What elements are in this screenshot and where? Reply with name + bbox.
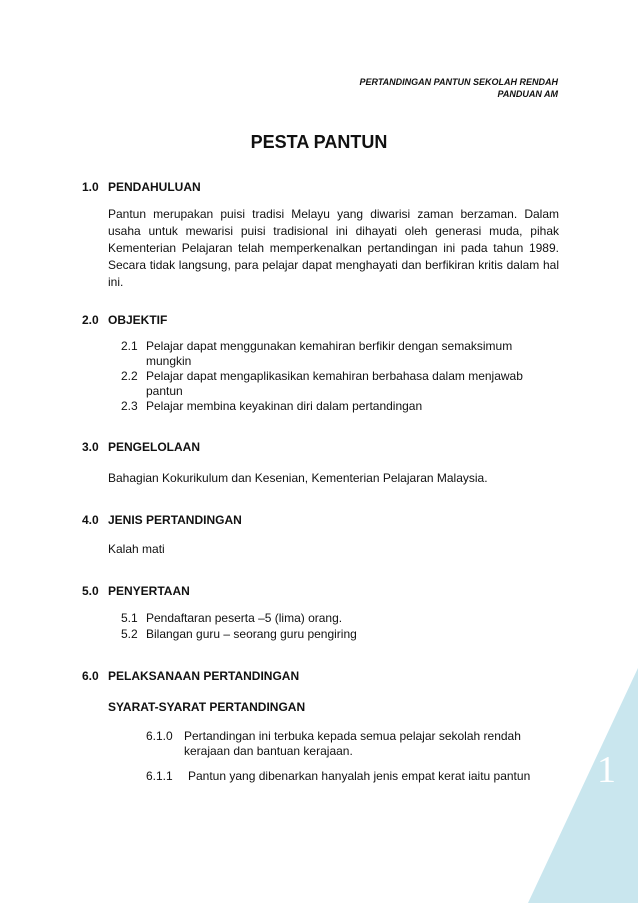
page-number: 1 [597,749,616,791]
section-title: OBJEKTIF [108,313,168,327]
header-line-2: PANDUAN AM [497,89,558,99]
section-6-heading [82,669,299,683]
section-1-body: Pantun merupakan puisi tradisi Melayu yang diwarisi zaman berzaman. Dalam usaha untuk mewarisi puisi tradisional ini dihayati oleh generasi muda, pihak Kementerian Pelajaran telah memperkenalkan pertandingan ini pada tahun 1989. Secara tidak langsung, para pelajar dapat menghayati dan berfikiran kritis dalam hal ini. [108,207,559,289]
item-number: 2.2 [121,369,138,383]
corner-triangle-shape [528,668,638,903]
corner-triangle-decoration [528,668,638,903]
section-title: PENGELOLAAN [108,440,201,454]
section-1-heading [82,180,201,194]
section-number: 6.0 [82,669,99,683]
section-number: 2.0 [82,313,99,327]
item-text: Pendaftaran peserta –5 (lima) orang. [146,611,343,625]
item-text: Pertandingan ini terbuka kepada semua pelajar sekolah rendah kerajaan dan bantuan kerajaan. [184,729,521,758]
header-line-1: PERTANDINGAN PANTUN SEKOLAH RENDAH [359,77,558,87]
item-number: 5.2 [121,627,138,641]
section-title: PENDAHULUAN [108,180,201,194]
item-text: Pelajar dapat menggunakan kemahiran berfikir dengan semaksimum mungkin [146,339,513,368]
section-4-heading [82,513,242,527]
section-number: 1.0 [82,180,99,194]
item-text: Pelajar membina keyakinan diri dalam pertandingan [146,399,423,413]
running-header [359,76,558,100]
section-number: 5.0 [82,584,99,598]
section-6-subheading: SYARAT-SYARAT PERTANDINGAN [108,700,306,714]
section-5-heading [82,584,190,598]
item-text: Bilangan guru – seorang guru pengiring [146,627,357,641]
item-number: 6.1.1 [146,769,173,783]
section-2-heading [82,313,167,327]
section-number: 4.0 [82,513,99,527]
page-title: PESTA PANTUN [250,132,388,152]
section-title: PELAKSANAAN PERTANDINGAN [108,669,300,683]
item-text: Pantun yang dibenarkan hanyalah jenis empat kerat iaitu pantun [188,769,531,783]
section-3-heading [82,440,200,454]
item-number: 2.3 [121,399,138,413]
section-4-body: Kalah mati [108,542,165,556]
item-text: Pelajar dapat mengaplikasikan kemahiran berbahasa dalam menjawab pantun [146,369,523,398]
item-number: 6.1.0 [146,729,173,743]
section-title: PENYERTAAN [108,584,190,598]
item-number: 5.1 [121,611,138,625]
item-number: 2.1 [121,339,138,353]
section-title: JENIS PERTANDINGAN [108,513,242,527]
section-3-body: Bahagian Kokurikulum dan Kesenian, Kementerian Pelajaran Malaysia. [108,471,488,485]
section-number: 3.0 [82,440,99,454]
